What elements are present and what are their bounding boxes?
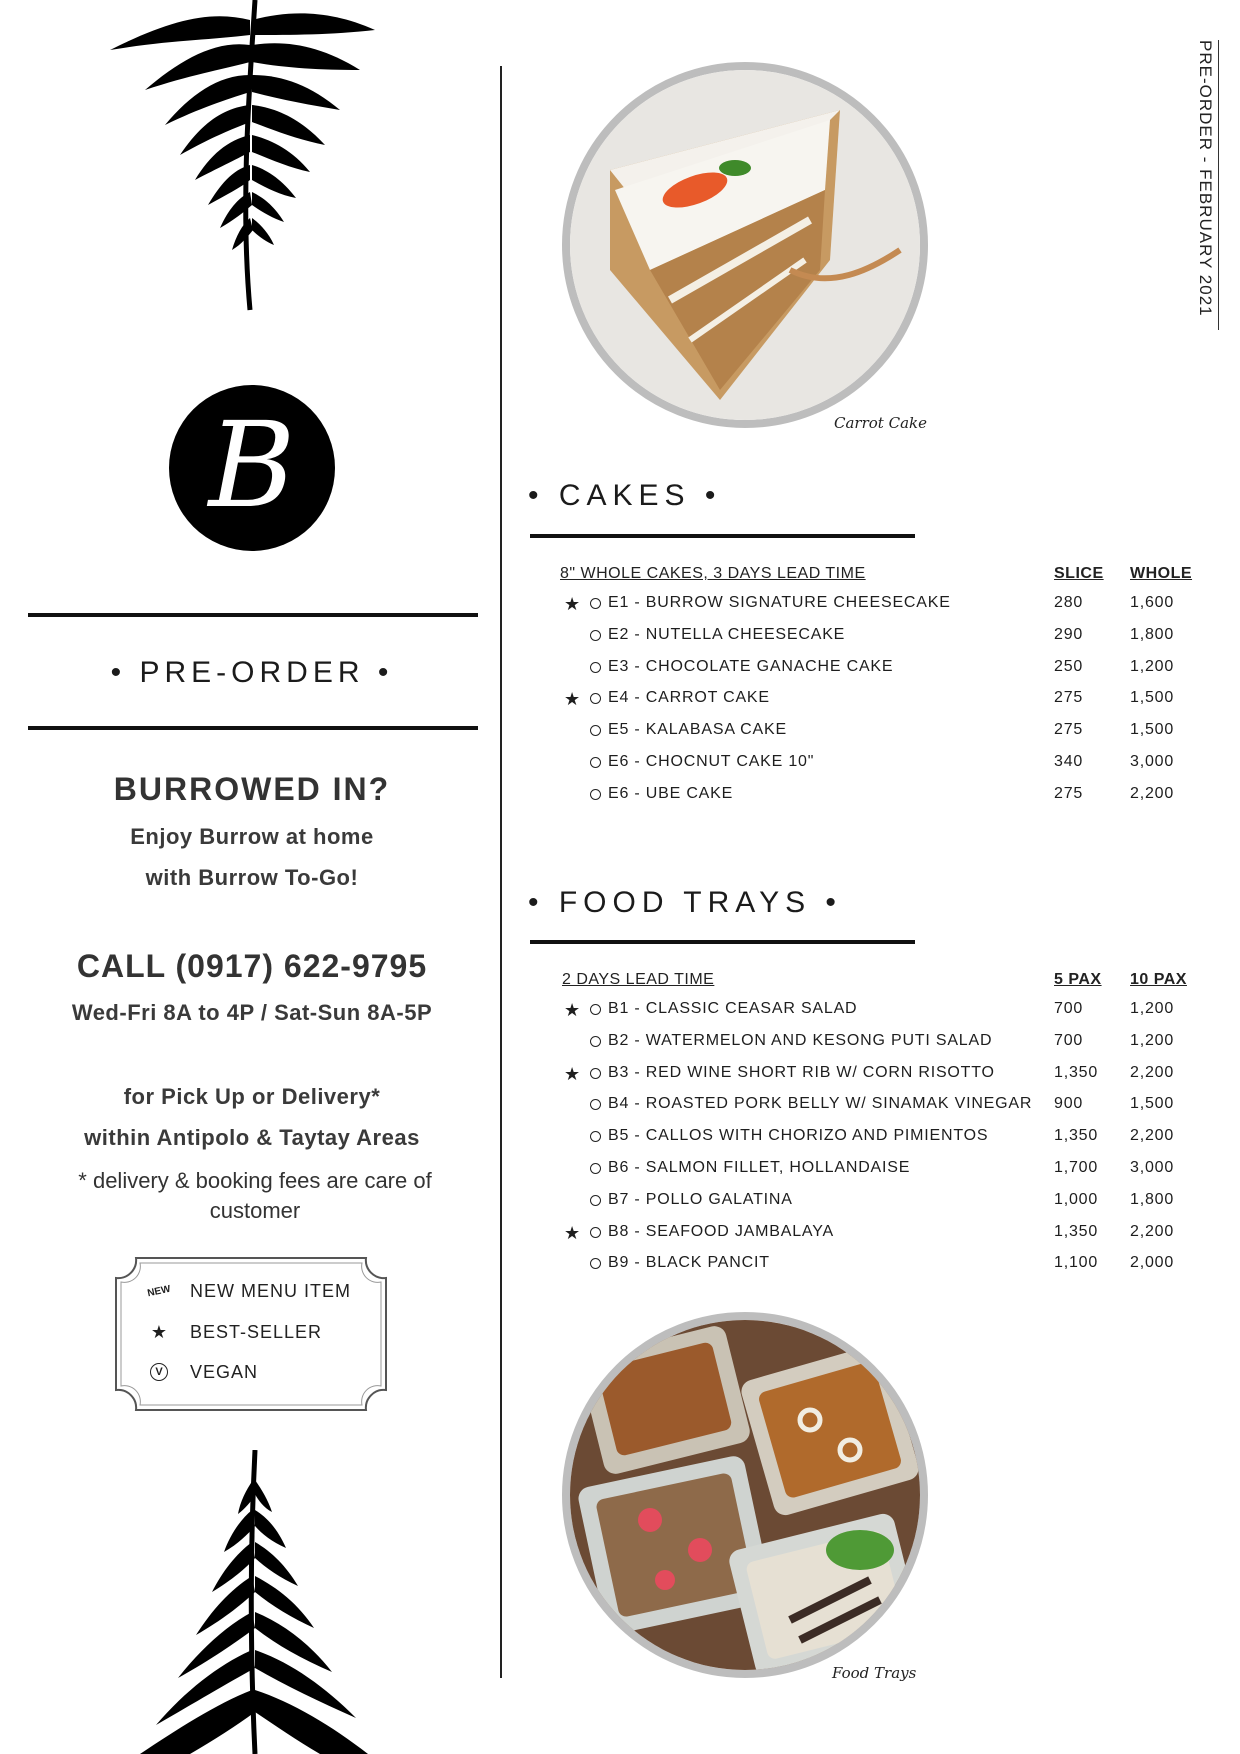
order-checkbox-icon xyxy=(590,1195,601,1206)
cakes-subtitle: 8" WHOLE CAKES, 3 DAYS LEAD TIME xyxy=(560,565,866,582)
legend-item xyxy=(140,1357,258,1387)
store-hours: Wed-Fri 8A to 4P / Sat-Sun 8A-5P xyxy=(71,1000,433,1025)
order-checkbox-icon xyxy=(590,1163,601,1174)
item-name: B8 - SEAFOOD JAMBALAYA xyxy=(608,1222,834,1240)
item-price-2: 2,200 xyxy=(1130,784,1175,802)
carrot-cake-photo xyxy=(562,62,928,428)
best-seller-star-icon: ★ xyxy=(564,1222,581,1243)
carrot-cake-caption: Carrot Cake xyxy=(834,414,927,432)
legend-label: NEW MENU ITEM xyxy=(190,1280,351,1301)
item-name: E1 - BURROW SIGNATURE CHEESECAKE xyxy=(608,594,951,611)
best-seller-star-icon: ★ xyxy=(564,689,581,710)
item-price-2: 2,000 xyxy=(1130,1254,1175,1272)
pickup-text: for Pick Up or Delivery* xyxy=(123,1084,381,1109)
vegan-icon-letter: V xyxy=(150,1363,168,1381)
order-checkbox-icon xyxy=(590,1227,601,1238)
menu-item-row xyxy=(560,1123,1200,1155)
item-price-2: 1,500 xyxy=(1130,721,1175,739)
item-price-2: 2,200 xyxy=(1130,1063,1175,1081)
side-title xyxy=(1192,40,1219,330)
cakes-title: • CAKES • xyxy=(528,479,722,512)
item-price-1: 290 xyxy=(1054,625,1084,643)
item-price-1: 280 xyxy=(1054,594,1084,611)
promo-line-2: with Burrow To-Go! xyxy=(145,865,359,890)
menu-item-row xyxy=(560,996,1200,1028)
order-checkbox-icon xyxy=(590,598,601,609)
order-checkbox-icon xyxy=(590,725,601,736)
fern-illustration-bottom xyxy=(100,1450,380,1754)
legend-box xyxy=(114,1256,388,1412)
best-seller-star-icon: ★ xyxy=(564,1000,581,1020)
cakes-col-whole: WHOLE xyxy=(1130,565,1193,582)
order-checkbox-icon xyxy=(590,1099,601,1110)
order-checkbox-icon xyxy=(590,693,601,704)
item-name: B1 - CLASSIC CEASAR SALAD xyxy=(608,1000,858,1017)
item-price-2: 1,200 xyxy=(1130,1000,1175,1017)
best-seller-star-icon: ★ xyxy=(564,1063,581,1084)
preorder-rule-bottom xyxy=(28,726,478,730)
menu-item-row xyxy=(560,1250,1200,1282)
call-number: CALL (0917) 622-9795 xyxy=(76,948,428,984)
item-price-2: 1,600 xyxy=(1130,594,1175,611)
item-price-1: 700 xyxy=(1054,1031,1084,1049)
item-name: B6 - SALMON FILLET, HOLLANDAISE xyxy=(608,1159,911,1176)
item-price-1: 1,700 xyxy=(1054,1159,1099,1176)
item-price-1: 340 xyxy=(1054,753,1084,770)
item-price-1: 1,350 xyxy=(1054,1063,1099,1081)
item-price-1: 1,350 xyxy=(1054,1222,1099,1240)
item-name: E5 - KALABASA CAKE xyxy=(608,721,787,739)
item-price-2: 2,200 xyxy=(1130,1222,1175,1240)
menu-item-row xyxy=(560,1187,1200,1219)
side-title-text: PRE-ORDER - FEBRUARY 2021 xyxy=(1196,40,1215,317)
menu-item-row xyxy=(560,749,1200,781)
star-icon: ★ xyxy=(150,1321,168,1342)
order-checkbox-icon xyxy=(590,1131,601,1142)
menu-item-row xyxy=(560,717,1200,749)
item-name: B4 - ROASTED PORK BELLY W/ SINAMAK VINEGAR xyxy=(608,1095,1033,1113)
item-name: E3 - CHOCOLATE GANACHE CAKE xyxy=(608,657,894,675)
promo-headline: BURROWED IN? xyxy=(113,771,391,807)
item-name: B9 - BLACK PANCIT xyxy=(608,1254,770,1272)
item-price-1: 250 xyxy=(1054,657,1084,675)
menu-item-row xyxy=(560,781,1200,813)
order-checkbox-icon xyxy=(590,789,601,800)
legend-label: BEST-SELLER xyxy=(190,1321,323,1342)
item-price-1: 900 xyxy=(1054,1095,1084,1113)
order-checkbox-icon xyxy=(590,1068,601,1079)
best-seller-star-icon: ★ xyxy=(564,594,581,614)
order-checkbox-icon xyxy=(590,1258,601,1269)
item-price-1: 275 xyxy=(1054,784,1084,802)
food-trays-photo xyxy=(562,1312,928,1678)
item-name: E6 - UBE CAKE xyxy=(608,784,734,802)
menu-item-row xyxy=(560,1060,1200,1092)
menu-item-row xyxy=(560,1028,1200,1060)
food-trays-title: • FOOD TRAYS • xyxy=(528,886,842,919)
food-trays-rule xyxy=(530,940,915,944)
fern-illustration-top xyxy=(100,0,380,320)
order-checkbox-icon xyxy=(590,630,601,641)
legend-item xyxy=(140,1276,351,1306)
preorder-rule-top xyxy=(28,613,478,617)
item-price-2: 1,500 xyxy=(1130,1095,1175,1113)
item-price-2: 1,200 xyxy=(1130,1031,1175,1049)
burrow-logo xyxy=(169,385,335,551)
item-price-2: 1,200 xyxy=(1130,657,1175,675)
item-name: E6 - CHOCNUT CAKE 10" xyxy=(608,753,815,770)
item-price-1: 1,000 xyxy=(1054,1190,1099,1208)
menu-item-row xyxy=(560,685,1200,717)
menu-item-row xyxy=(560,1155,1200,1187)
food-trays-caption: Food Trays xyxy=(832,1664,917,1682)
menu-item-row xyxy=(560,1219,1200,1251)
item-name: B2 - WATERMELON AND KESONG PUTI SALAD xyxy=(608,1031,993,1049)
order-checkbox-icon xyxy=(590,757,601,768)
fee-note: * delivery & booking fees are care of customer xyxy=(78,1168,432,1223)
item-price-2: 2,200 xyxy=(1130,1127,1175,1145)
vegan-icon xyxy=(140,1363,178,1381)
order-checkbox-icon xyxy=(590,1036,601,1047)
item-name: B3 - RED WINE SHORT RIB W/ CORN RISOTTO xyxy=(608,1063,995,1081)
trays-col-10pax: 10 PAX xyxy=(1130,971,1187,988)
order-checkbox-icon xyxy=(590,662,601,673)
item-name: B7 - POLLO GALATINA xyxy=(608,1190,793,1208)
menu-item-row xyxy=(560,590,1200,622)
item-price-2: 1,500 xyxy=(1130,689,1175,707)
menu-item-row xyxy=(560,654,1200,686)
promo-line-1: Enjoy Burrow at home xyxy=(130,824,374,849)
preorder-label: • PRE-ORDER • xyxy=(110,656,394,689)
item-price-1: 275 xyxy=(1054,721,1084,739)
item-price-1: 1,350 xyxy=(1054,1127,1099,1145)
item-name: B5 - CALLOS WITH CHORIZO AND PIMIENTOS xyxy=(608,1127,989,1145)
new-badge-icon: NEW xyxy=(146,1283,172,1299)
legend-label: VEGAN xyxy=(190,1361,259,1382)
item-price-1: 1,100 xyxy=(1054,1254,1099,1272)
menu-item-row xyxy=(560,1091,1200,1123)
item-price-2: 1,800 xyxy=(1130,625,1175,643)
cakes-col-slice: SLICE xyxy=(1054,565,1104,582)
item-price-2: 3,000 xyxy=(1130,1159,1175,1176)
legend-item xyxy=(140,1317,322,1347)
item-price-1: 275 xyxy=(1054,689,1084,707)
item-price-2: 3,000 xyxy=(1130,753,1175,770)
item-price-1: 700 xyxy=(1054,1000,1084,1017)
logo-letter: B xyxy=(208,396,296,534)
order-checkbox-icon xyxy=(590,1004,601,1015)
trays-col-5pax: 5 PAX xyxy=(1054,971,1102,988)
cakes-rule xyxy=(530,534,915,538)
item-name: E2 - NUTELLA CHEESECAKE xyxy=(608,625,846,643)
item-name: E4 - CARROT CAKE xyxy=(608,689,770,707)
item-price-2: 1,800 xyxy=(1130,1190,1175,1208)
food-trays-subtitle: 2 DAYS LEAD TIME xyxy=(562,971,715,988)
areas-text: within Antipolo & Taytay Areas xyxy=(84,1125,420,1150)
menu-item-row xyxy=(560,622,1200,654)
